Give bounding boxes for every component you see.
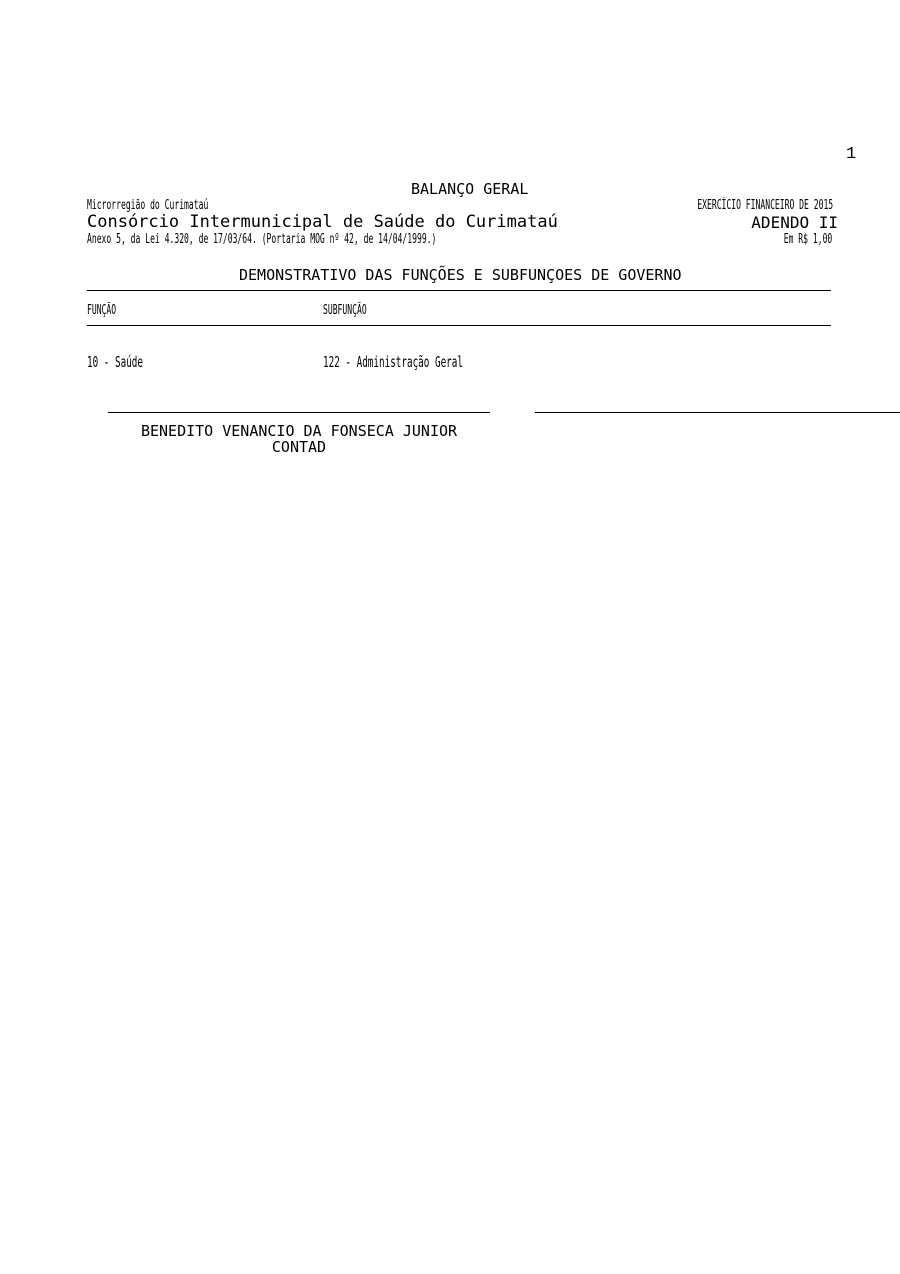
column-header-funcao: FUNÇÃO	[87, 303, 117, 318]
column-header-subfuncao: SUBFUNÇÃO	[323, 303, 367, 318]
fiscal-year: EXERCÍCIO FINANCEIRO DE 2015	[697, 198, 833, 213]
header-rule-top	[87, 290, 831, 291]
page-number: 1	[846, 145, 857, 164]
region-label: Microrregião do Curimataú	[87, 198, 209, 213]
currency-unit: Em R$ 1,00	[783, 232, 832, 247]
signature-line-right	[535, 412, 900, 413]
entity-name: Consórcio Intermunicipal de Saúde do Curimataú	[87, 212, 558, 232]
signature-line-left	[108, 412, 490, 413]
addendum-label: ADENDO II	[751, 213, 838, 232]
report-title: BALANÇO GERAL	[411, 180, 529, 198]
signer-role: CONTAD	[271, 438, 327, 456]
signer-name: BENEDITO VENANCIO DA FONSECA JUNIOR	[140, 422, 458, 440]
section-title: DEMONSTRATIVO DAS FUNÇÕES E SUBFUNÇOES DE GOVERNO	[239, 266, 682, 284]
legal-basis: Anexo 5, da Lei 4.320, de 17/03/64. (Portaria MOG nº 42, de 14/04/1999.)	[87, 232, 437, 247]
cell-subfuncao: 122 - Administração Geral	[323, 353, 463, 371]
cell-funcao: 10 - Saúde	[87, 353, 143, 371]
header-rule-bottom	[87, 325, 831, 326]
